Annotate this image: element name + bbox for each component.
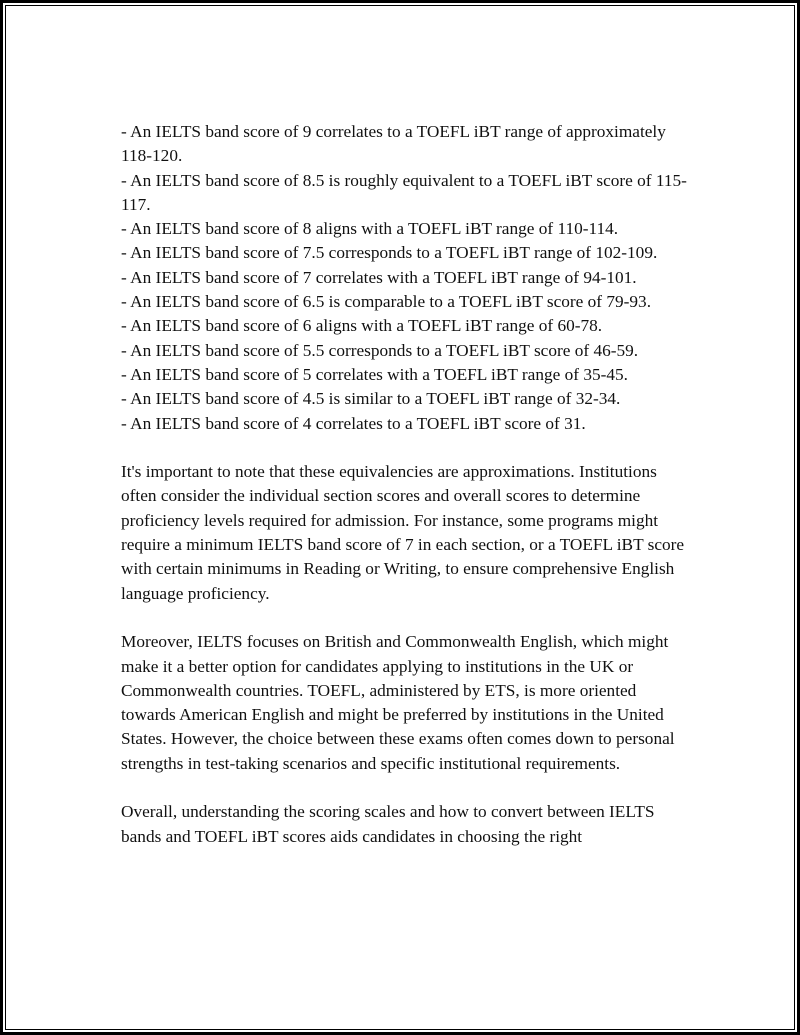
paragraph-overall: Overall, understanding the scoring scales and how to convert between IELTS bands and TOEFL iBT scores aids candidates in choosing the right bbox=[121, 802, 655, 846]
list-item: - An IELTS band score of 9 correlates to a TOEFL iBT range of approximately 118-120. bbox=[121, 122, 666, 166]
score-equivalency-list bbox=[121, 120, 687, 436]
list-item: - An IELTS band score of 7.5 corresponds to a TOEFL iBT range of 102-109. bbox=[121, 243, 658, 263]
paragraph-english-variants: Moreover, IELTS focuses on British and Commonwealth English, which might make it a better option for candidates applying to institutions in the UK or Commonwealth countries. TOEFL, administered by ETS, is more oriented towards American English and might be preferred by institutions in the United States. However, the choice between these exams often comes down to personal strengths in test-taking scenarios and specific institutional requirements. bbox=[121, 632, 675, 773]
document-body bbox=[121, 120, 687, 849]
list-item: - An IELTS band score of 6.5 is comparable to a TOEFL iBT score of 79-93. bbox=[121, 292, 652, 312]
paragraph-approximations: It's important to note that these equivalencies are approximations. Institutions often consider the individual section scores and overall scores to determine proficiency levels required for admission. For instance, some programs might require a minimum IELTS band score of 7 in each section, or a TOEFL iBT score with certain minimums in Reading or Writing, to ensure comprehensive English language proficiency. bbox=[121, 462, 685, 603]
list-item: - An IELTS band score of 8.5 is roughly equivalent to a TOEFL iBT score of 115-117. bbox=[121, 170, 687, 214]
list-item: - An IELTS band score of 8 aligns with a TOEFL iBT range of 110-114. bbox=[121, 219, 619, 239]
list-item: - An IELTS band score of 5.5 corresponds to a TOEFL iBT score of 46-59. bbox=[121, 340, 639, 360]
list-item: - An IELTS band score of 5 correlates with a TOEFL iBT range of 35-45. bbox=[121, 364, 628, 384]
list-item: - An IELTS band score of 4 correlates to a TOEFL iBT score of 31. bbox=[121, 413, 586, 433]
list-item: - An IELTS band score of 4.5 is similar to a TOEFL iBT range of 32-34. bbox=[121, 389, 621, 409]
list-item: - An IELTS band score of 6 aligns with a TOEFL iBT range of 60-78. bbox=[121, 316, 603, 336]
list-item: - An IELTS band score of 7 correlates with a TOEFL iBT range of 94-101. bbox=[121, 267, 637, 287]
